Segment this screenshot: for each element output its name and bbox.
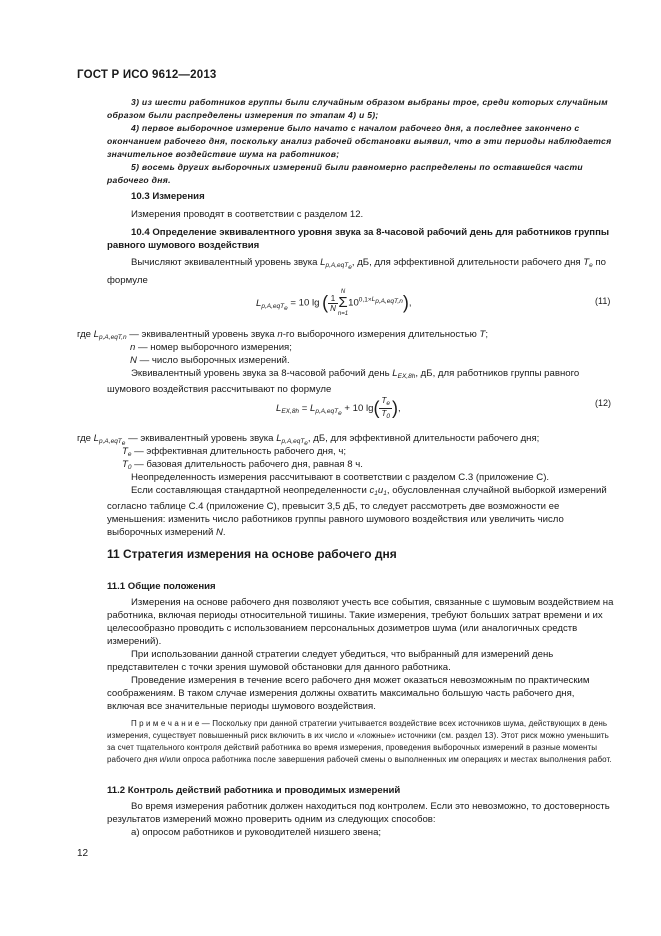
note-text: — Поскольку при данной стратегии учитывается воздействие всех источников шума, действующих в день измерения, существует повышенный риск включить в их число и «ложные» источники (см. раздел 13). Этот риск можно уменьшить за счет тщательного контроля действий работника во время измерения, проведения выборочных измерений в разные моменты рабочего дня и/или опроса работника после завершения рабочей смены о выполненных им операциях и местах выполнения работ. (107, 719, 612, 764)
where-2-b: — эквивалентный уровень звука (125, 433, 277, 444)
section-11-heading (107, 548, 614, 561)
intro-text-b: , дБ, для эффективной длительности рабочего дня (351, 257, 584, 268)
note-label: П р и м е ч а н и е (131, 719, 200, 728)
section-11-2-p1 (107, 800, 614, 826)
where-2-a: где (77, 433, 94, 444)
section-11-1-p2 (107, 648, 614, 674)
symbol-te: $T_e$ (583, 257, 593, 269)
where-n: n — номер выборочного измерения; (130, 342, 292, 353)
symbol-lpaeqte-2: $L_{p,A,eqT_e}$ (93, 433, 126, 447)
uncertainty-2-c: . (222, 527, 226, 538)
where-1-a: где (77, 329, 94, 340)
where-2-c: , дБ, для эффективной длительности рабочего дня; (307, 433, 540, 444)
uncertainty-2 (107, 484, 614, 539)
section-11-1-p3 (107, 674, 614, 713)
list-item-3-text: 3) из шести работников группы были случайным образом выбраны трое, среди которых случайным образом были распределены измерения по этапам 4) и 5); (107, 97, 608, 120)
uncertainty-2-a: Если составляющая стандартной неопределенности (131, 485, 370, 496)
section-11-2-item-a-text: а) опросом работников и руководителей низшего звена; (131, 827, 382, 838)
list-item-4-text: 4) первое выборочное измерение было начато с началом рабочего дня, а последнее закончено с окончанием рабочего дня, поскольку анализ рабочей обстановки выявил, что в эти периоды наблюдается значительное воздействие шума на работников; (107, 123, 612, 159)
where-Te: $T_e$ — эффективная длительность рабочего дня, ч; (122, 446, 347, 458)
where-1-d: ; (485, 329, 488, 340)
para-2 (107, 367, 614, 396)
section-11-2-item-a (107, 826, 614, 839)
list-item-5-text: 5) восемь других выборочных измерений были равномерно распределены по оставшейся части рабочего дня. (107, 162, 583, 185)
list-item-3 (107, 96, 614, 122)
intro-text-a: Вычисляют эквивалентный уровень звука (131, 257, 321, 268)
section-11-1-p3-text: Проведение измерения в течение всего рабочего дня может оказаться невозможным по практическим соображениям. В таком случае измерения должны охватить максимально большую часть рабочего дня, включая все значительные периоды шумового воздействия. (107, 675, 590, 712)
document-header: ГОСТ Р ИСО 9612—2013 (77, 69, 217, 81)
where-1-c: -го выборочного измерения длительностью (282, 329, 480, 340)
uncertainty-2-N: N (215, 527, 223, 538)
symbol-lex8h: $L_{EX,8h}$ (392, 368, 416, 380)
uncertainty-2-b: , обусловленная случайной выборкой измерений согласно таблице С.4 (приложение С), превысит 3,5 дБ, то следует рассмотреть две возможности ее уменьшения: изменить число работников группы равного шумового воздействия или увеличить число выборочных измерений (107, 485, 607, 538)
section-10-3-heading (107, 190, 614, 203)
where-1-b: — эквивалентный уровень звука (126, 329, 278, 340)
uncertainty-1-text: Неопределенность измерения рассчитывают в соответствии с разделом С.3 (приложение С). (131, 472, 550, 483)
formula-11: $L_{p,A,eqT_e} = 10$ lg ( $\frac{1}{N}$ N Σ n=1 $10^{0,1\times L_{p,A,eqT,n}}$), (256, 289, 412, 317)
section-10-4-heading-text: 10.4 Определение эквивалентного уровня звука за 8-часовой рабочий день для работников группы равного шумового воздействия (107, 227, 610, 251)
formula-12-number: (12) (595, 398, 612, 408)
formula-12: $L_{EX,8h} = L_{p,A,eqT_e} + 10$ lg( $\frac{T_e}{T_0}$ ), (276, 396, 401, 420)
list-item-5 (107, 161, 614, 187)
section-11-2-heading-text: 11.2 Контроль действий работника и проводимых измерений (107, 785, 401, 796)
where-1-T: T (479, 329, 486, 340)
section-10-4-intro (107, 256, 614, 287)
section-11-1-heading (107, 580, 614, 593)
where-n-text: — номер выборочного измерения; (138, 342, 292, 353)
para-2-a: Эквивалентный уровень звука за 8-часовой рабочий день (131, 368, 393, 379)
symbol-lpaeqte-3: $L_{p,A,eqT_e}$ (276, 433, 308, 447)
section-11-1-p1-text: Измерения на основе рабочего дня позволяют учесть все события, связанные с шумовым воздействием на работника, включая периоды относительной тишины. Такие измерения, требуют больших затрат времени и их целесообразно проводить с использованием персональных дозиметров шума (или аналогичных средств измерений). (107, 597, 614, 647)
uncertainty-1 (107, 471, 614, 484)
where-N-text: — число выборочных измерений. (139, 355, 290, 366)
section-11-1-heading-text: 11.1 Общие положения (107, 581, 216, 592)
where-N: N — число выборочных измерений. (130, 355, 290, 366)
para-2-b: , дБ, для работников группы равного шумового воздействия рассчитывают по формуле (107, 368, 580, 395)
section-10-3-heading-text: 10.3 Измерения (131, 191, 205, 202)
symbol-lpaeqte: $L_{p,A,eqT_e}$ (320, 257, 352, 271)
where-T0: $T_0$ — базовая длительность рабочего дня, равная 8 ч. (122, 459, 363, 471)
section-10-3-text (107, 208, 614, 221)
section-10-4-heading (107, 226, 614, 252)
section-11-2-heading (107, 784, 614, 797)
section-11-1-p1 (107, 596, 614, 648)
note (107, 718, 614, 766)
section-11-heading-text: 11 Стратегия измерения на основе рабочего дня (107, 547, 397, 561)
list-item-4 (107, 122, 614, 161)
section-11-2-p1-text: Во время измерения работник должен находиться под контролем. Если это невозможно, то достоверность результатов измерений можно проверить одним из следующих способов: (107, 801, 610, 825)
where-T0-text: — базовая длительность рабочего дня, равная 8 ч. (134, 459, 363, 470)
where-1-n: n (277, 329, 283, 340)
intro-text-c: по формуле (107, 257, 606, 286)
symbol-c1u1: $c_1u_1$ (369, 485, 387, 497)
page-number: 12 (77, 848, 89, 859)
where-Te-text: — эффективная длительность рабочего дня, ч; (134, 446, 347, 457)
symbol-lpaeqtn: $L_{p,A,eqT,n}$ (93, 329, 127, 341)
section-11-1-p2-text: При использовании данной стратегии следует убедиться, что выбранный для измерений день представителен с точки зрения шумовой обстановки для данного работника. (107, 649, 554, 673)
section-10-3-text-content: Измерения проводят в соответствии с разделом 12. (131, 209, 364, 220)
formula-11-number: (11) (595, 296, 611, 306)
